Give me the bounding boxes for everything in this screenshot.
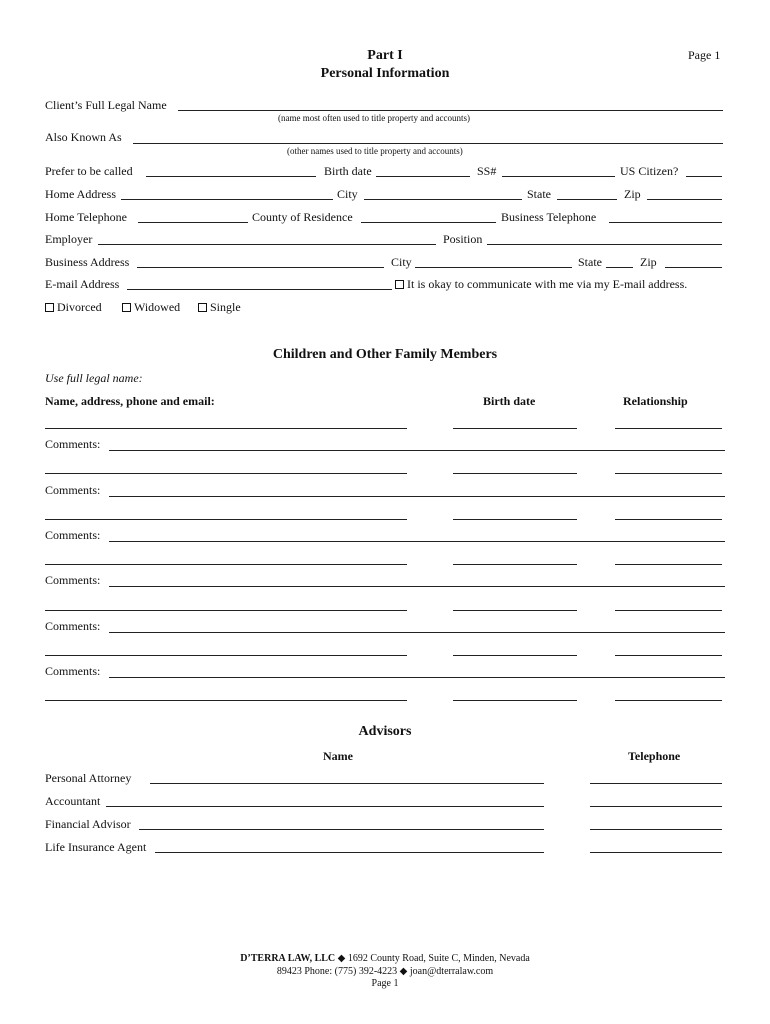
- home-address-label: Home Address: [45, 187, 116, 201]
- child-relationship-field[interactable]: [615, 473, 722, 474]
- diamond-icon: ◆: [399, 965, 408, 977]
- advisor-telephone-field[interactable]: [590, 829, 722, 830]
- child-name-field[interactable]: [45, 610, 407, 611]
- advisor-label: Accountant: [45, 794, 101, 808]
- prefer-label: Prefer to be called: [45, 164, 133, 178]
- child-name-field[interactable]: [45, 564, 407, 565]
- child-name-field[interactable]: [45, 428, 407, 429]
- advisor-telephone-field[interactable]: [590, 783, 722, 784]
- county-label: County of Residence: [252, 210, 353, 224]
- aka-hint: (other names used to title property and accounts): [287, 146, 463, 156]
- children-note: Use full legal name:: [45, 371, 143, 385]
- citizen-label: US Citizen?: [620, 164, 679, 178]
- child-name-field[interactable]: [45, 519, 407, 520]
- ssn-field[interactable]: [502, 176, 615, 177]
- footer-line-1: [160, 953, 610, 966]
- position-label: Position: [443, 232, 483, 246]
- comments-field[interactable]: [109, 632, 725, 633]
- child-birth-field[interactable]: [453, 655, 577, 656]
- comments-label: Comments:: [45, 528, 101, 542]
- child-relationship-field[interactable]: [615, 610, 722, 611]
- home-tel-label: Home Telephone: [45, 210, 127, 224]
- child-birth-field[interactable]: [453, 610, 577, 611]
- position-field[interactable]: [487, 244, 722, 245]
- child-relationship-field[interactable]: [615, 428, 722, 429]
- divorced-label: Divorced: [57, 300, 102, 314]
- child-birth-field[interactable]: [453, 564, 577, 565]
- checkbox-icon: [45, 303, 54, 312]
- checkbox-icon: [198, 303, 207, 312]
- children-col-birth: Birth date: [483, 394, 536, 408]
- advisors-col-name: Name: [323, 749, 353, 763]
- birth-label: Birth date: [324, 164, 372, 178]
- bus-tel-label: Business Telephone: [501, 210, 597, 224]
- children-heading: Children and Other Family Members: [272, 347, 498, 362]
- full-name-field[interactable]: [178, 110, 723, 111]
- comments-label: Comments:: [45, 483, 101, 497]
- comments-field[interactable]: [109, 586, 725, 587]
- footer: [160, 953, 610, 991]
- children-col-name: Name, address, phone and email:: [45, 394, 215, 408]
- bus-address-field[interactable]: [137, 267, 384, 268]
- firm-phone: 89423 Phone: (775) 392-4223: [276, 965, 398, 977]
- comments-field[interactable]: [109, 496, 725, 497]
- email-consent-label: It is okay to communicate with me via my E-mail address.: [407, 277, 688, 291]
- advisors-heading: Advisors: [358, 724, 412, 739]
- comments-label: Comments:: [45, 437, 101, 451]
- child-relationship-field[interactable]: [615, 655, 722, 656]
- widowed-label: Widowed: [134, 300, 181, 314]
- children-col-rel: Relationship: [623, 394, 688, 408]
- citizen-field[interactable]: [686, 176, 722, 177]
- bus-address-label: Business Address: [45, 255, 130, 269]
- child-birth-field[interactable]: [453, 428, 577, 429]
- child-name-field[interactable]: [45, 473, 407, 474]
- home-zip-field[interactable]: [647, 199, 722, 200]
- checkbox-icon: [122, 303, 131, 312]
- full-name-label: Client’s Full Legal Name: [45, 98, 167, 112]
- advisor-telephone-field[interactable]: [590, 806, 722, 807]
- firm-address: 1692 County Road, Suite C, Minden, Nevada: [347, 953, 530, 964]
- bus-state-field[interactable]: [606, 267, 633, 268]
- diamond-icon: ◆: [337, 953, 346, 964]
- single-label: Single: [210, 300, 241, 314]
- advisor-name-field[interactable]: [139, 829, 544, 830]
- home-zip-label: Zip: [624, 187, 641, 201]
- bus-zip-field[interactable]: [665, 267, 722, 268]
- comments-label: Comments:: [45, 619, 101, 633]
- employer-field[interactable]: [98, 244, 436, 245]
- footer-page: Page 1: [371, 978, 399, 989]
- advisors-col-tel: Telephone: [628, 749, 681, 763]
- advisor-name-field[interactable]: [106, 806, 544, 807]
- home-state-field[interactable]: [557, 199, 617, 200]
- child-birth-field[interactable]: [453, 700, 577, 701]
- comments-label: Comments:: [45, 664, 101, 678]
- divorced-checkbox[interactable]: [45, 300, 102, 315]
- widowed-checkbox[interactable]: [122, 300, 180, 315]
- firm-email: joan@dterralaw.com: [409, 965, 494, 977]
- advisor-label: Life Insurance Agent: [45, 840, 147, 854]
- comments-field[interactable]: [109, 541, 725, 542]
- home-city-label: City: [337, 187, 358, 201]
- county-field[interactable]: [361, 222, 496, 223]
- employer-label: Employer: [45, 232, 93, 246]
- child-birth-field[interactable]: [453, 519, 577, 520]
- advisor-label: Financial Advisor: [45, 817, 131, 831]
- birth-field[interactable]: [376, 176, 470, 177]
- child-birth-field[interactable]: [453, 473, 577, 474]
- part-heading: Part I: [367, 48, 403, 63]
- comments-label: Comments:: [45, 573, 101, 587]
- advisor-name-field[interactable]: [155, 852, 544, 853]
- aka-label: Also Known As: [45, 130, 122, 144]
- bus-city-field[interactable]: [415, 267, 572, 268]
- advisor-telephone-field[interactable]: [590, 852, 722, 853]
- email-label: E-mail Address: [45, 277, 120, 291]
- child-name-field[interactable]: [45, 655, 407, 656]
- advisor-label: Personal Attorney: [45, 771, 132, 785]
- child-relationship-field[interactable]: [615, 519, 722, 520]
- child-relationship-field[interactable]: [615, 564, 722, 565]
- page-number: Page 1: [688, 48, 721, 62]
- home-tel-field[interactable]: [138, 222, 248, 223]
- page-title: Personal Information: [320, 66, 450, 81]
- checkbox-icon: [395, 280, 404, 289]
- firm-name: D’TERRA LAW, LLC: [240, 953, 336, 964]
- email-field[interactable]: [127, 289, 392, 290]
- bus-zip-label: Zip: [640, 255, 657, 269]
- email-consent-checkbox[interactable]: [395, 277, 687, 292]
- bus-state-label: State: [578, 255, 602, 269]
- footer-line-2: [160, 966, 610, 979]
- bus-tel-field[interactable]: [609, 222, 722, 223]
- comments-field[interactable]: [109, 450, 725, 451]
- single-checkbox[interactable]: [198, 300, 241, 315]
- full-name-hint: (name most often used to title property and accounts): [278, 113, 470, 123]
- aka-field[interactable]: [133, 143, 723, 144]
- bus-city-label: City: [391, 255, 412, 269]
- child-name-field[interactable]: [45, 700, 407, 701]
- child-relationship-field[interactable]: [615, 700, 722, 701]
- comments-field[interactable]: [109, 677, 725, 678]
- ssn-label: SS#: [477, 164, 497, 178]
- prefer-field[interactable]: [146, 176, 316, 177]
- home-address-field[interactable]: [121, 199, 333, 200]
- home-state-label: State: [527, 187, 551, 201]
- home-city-field[interactable]: [364, 199, 522, 200]
- advisor-name-field[interactable]: [150, 783, 544, 784]
